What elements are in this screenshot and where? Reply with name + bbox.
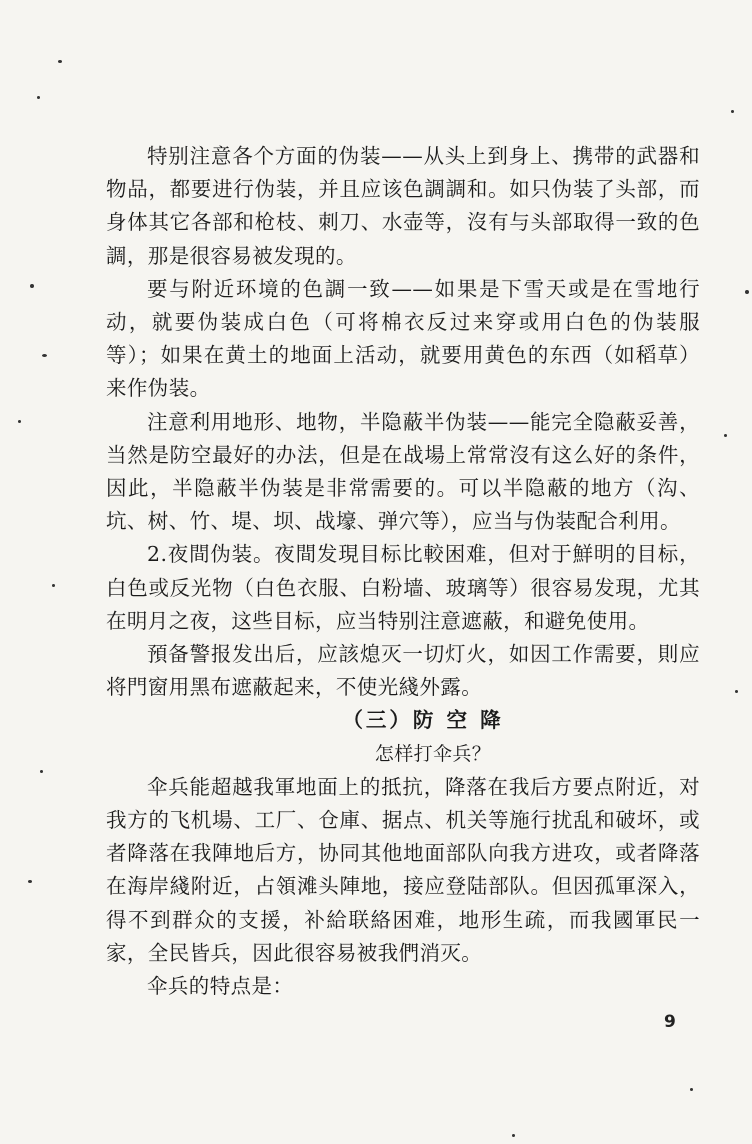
print-speck <box>512 1134 515 1137</box>
print-speck <box>18 420 21 423</box>
print-speck <box>30 284 34 288</box>
print-speck <box>745 290 749 294</box>
paragraph-full-camouflage: 特别注意各个方面的伪装——从头上到身上、携带的武器和物品，都要进行伪装，并且应该色調調和。如只伪装了头部，而身体其它各部和枪枝、刺刀、水壶等，沒有与头部取得一致的色調，那是很容易被发現的。 <box>106 144 700 268</box>
body-text <box>106 140 700 1003</box>
print-speck <box>690 1088 693 1091</box>
paragraph-paratrooper-traits: 伞兵的特点是： <box>147 974 294 999</box>
paragraph-blackout: 預备警报发出后，应該熄灭一切灯火，如因工作需要，則应将門窗用黑布遮蔽起来，不使光綫外露。 <box>106 642 700 700</box>
print-speck <box>52 584 55 587</box>
paragraph-paratroopers: 伞兵能超越我軍地面上的抵抗，降落在我后方要点附近，对我方的飞机場、工厂、仓庫、据点、机关等施行扰乱和破坏，或者降落在我陣地后方，协同其他地面部队向我方进攻，或者降落在海岸綫附近，占領滩头陣地，接应登陆部队。但因孤軍深入，得不到群众的支援，补給联絡困难，地形生疏，而我國軍民一家，全民皆兵，因此很容易被我們消灭。 <box>106 774 700 965</box>
print-speck <box>724 434 727 437</box>
print-speck <box>42 354 47 357</box>
print-speck <box>40 770 43 773</box>
subheading: 怎样打伞兵？ <box>374 742 492 765</box>
paragraph-terrain-concealment: 注意利用地形、地物，半隐蔽半伪装——能完全隐蔽妥善，当然是防空最好的办法，但是在战場上常常沒有这么好的条件，因此，半隐蔽半伪装是非常需要的。可以半隐蔽的地方（沟、坑、树、竹、堤、坝、战壕、弹穴等），应当与伪装配合利用。 <box>106 409 700 534</box>
print-speck <box>735 690 738 693</box>
paragraph-night-camouflage: 2.夜間伪装。夜間发現目标比較困难，但对于鮮明的目标，白色或反光物（白色衣服、白粉墙、玻璃等）很容易发現，尤其在明月之夜，这些目标，应当特别注意遮蔽，和避免使用。 <box>106 542 700 633</box>
print-speck <box>37 96 40 99</box>
paragraph-match-environment: 要与附近环境的色調一致——如果是下雪天或是在雪地行动，就要伪装成白色（可将棉衣反过来穿或用白色的伪装服等）；如果在黄土的地面上活动，就要用黄色的东西（如稻草）来作伪装。 <box>106 276 700 401</box>
section-heading: （三）防 空 降 <box>342 708 504 733</box>
print-speck <box>731 110 734 113</box>
print-speck <box>58 60 62 63</box>
print-speck <box>28 880 32 883</box>
page-number: 9 <box>664 1012 676 1032</box>
